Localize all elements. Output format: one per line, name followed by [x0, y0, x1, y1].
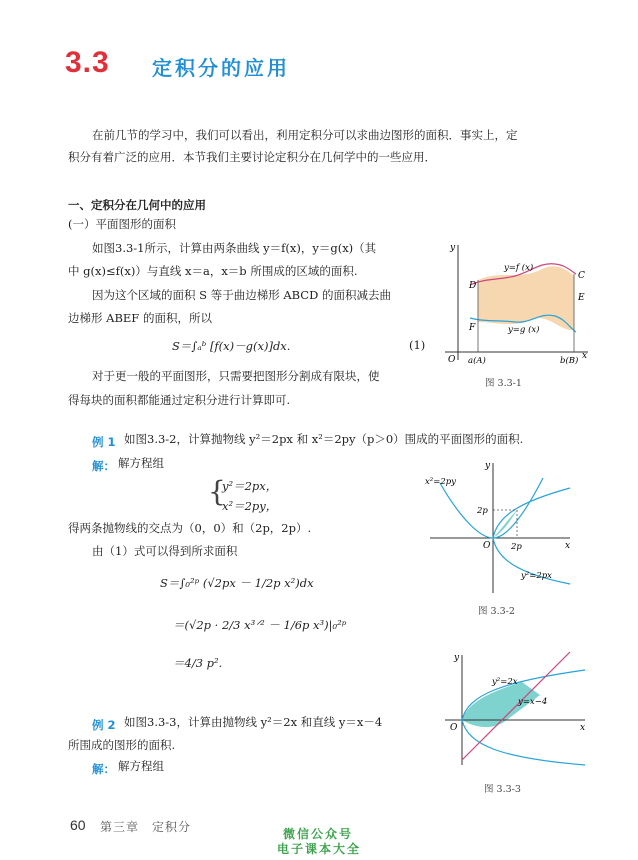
integral-line-2: ＝(√2p · 2/3 x³ᐟ² － 1/6p x³)|₀²ᵖ	[173, 618, 347, 632]
para1-line1: 如图3.3-1所示，计算由两条曲线 y＝f(x)，y＝g(x)（其	[92, 241, 377, 255]
fig1-label-origin: O	[448, 355, 456, 365]
example-1-solution-label: 解：	[92, 459, 115, 473]
intersection-text: 得两条抛物线的交点为（0，0）和（2p，2p）.	[68, 521, 312, 535]
fig1-label-f: y=f (x)	[504, 263, 534, 273]
fig1-label-a: a(A)	[468, 356, 486, 366]
fig2-caption: 图 3.3-2	[478, 606, 515, 617]
example-2-text-2: 所围成的图形的面积.	[68, 738, 176, 752]
fig2-label-2p-y: 2p	[477, 506, 488, 516]
fig1-label-E: E	[578, 293, 585, 303]
example-1-text: 如图3.3-2，计算抛物线 y²＝2px 和 x²＝2py（p＞0）围成的平面图形的面积.	[124, 432, 524, 446]
integral-line-3: ＝4/3 p².	[173, 656, 223, 670]
section-title: 定积分的应用	[152, 56, 290, 80]
fig3-label-parabola: y²=2x	[492, 677, 518, 687]
example-2-solution-label: 解：	[92, 762, 115, 776]
fig2-label-bottom: y²=2px	[521, 571, 552, 581]
fig1-caption: 图 3.3-1	[485, 378, 522, 389]
example-2-text: 如图3.3-3，计算由抛物线 y²＝2x 和直线 y＝x－4	[124, 715, 383, 729]
formula-1-tag: (1)	[409, 338, 426, 352]
figure-3-3-3	[440, 650, 590, 770]
para3-line2: 得每块的面积都能通过定积分进行计算即可.	[68, 393, 291, 407]
lens-fill	[493, 510, 517, 538]
example-1-label: 例 1	[92, 435, 116, 449]
example-2-label: 例 2	[92, 718, 116, 732]
example-2-solution-text: 解方程组	[118, 759, 164, 773]
para2-line1: 因为这个区域的面积 S 等于曲边梯形 ABCD 的面积减去曲	[92, 288, 391, 302]
para2-line2: 边梯形 ABEF 的面积，所以	[68, 311, 212, 325]
intro-line-2: 积分有着广泛的应用．本节我们主要讨论定积分在几何学中的一些应用．	[68, 150, 436, 164]
system-eq-1: y²＝2px，	[222, 479, 278, 493]
fig2-label-origin: O	[483, 541, 491, 551]
fig1-label-F: F	[469, 323, 476, 333]
page-number: 60	[70, 817, 86, 833]
intro-line-1: 在前几节的学习中，我们可以看出，利用定积分可以求曲边图形的面积．事实上，定	[92, 128, 518, 142]
heading-geometry: 一、定积分在几何中的应用	[68, 198, 206, 212]
parabola-y2	[493, 488, 570, 584]
figure-3-3-2	[425, 458, 575, 598]
fig1-label-D: D	[469, 281, 477, 291]
fig2-label-y: y	[485, 461, 491, 471]
para3-line1: 对于更一般的平面图形，只需要把图形分割成有限块，使	[92, 369, 380, 383]
fig3-caption: 图 3.3-3	[484, 784, 521, 795]
section-number: 3.3	[65, 46, 110, 79]
watermark-line-2: 电子课本大全	[277, 842, 362, 856]
fig2-label-2p-x: 2p	[511, 542, 522, 552]
subheading-area: (一）平面图形的面积	[68, 217, 176, 231]
from-formula-text: 由（1）式可以得到所求面积	[92, 544, 238, 558]
fig1-label-x: x	[582, 351, 588, 361]
fig3-label-y: y	[454, 653, 460, 663]
fig3-label-line: y=x−4	[518, 697, 548, 707]
formula-1: S＝∫ₐᵇ [f(x)－g(x)]dx.	[172, 339, 291, 353]
system-brace: {	[208, 475, 226, 508]
fig2-label-top: x²=2py	[425, 477, 456, 487]
fig1-label-C: C	[578, 271, 585, 281]
system-eq-2: x²＝2py，	[222, 499, 278, 513]
para1-line2: 中 g(x)≤f(x)）与直线 x＝a，x＝b 所围成的区域的面积.	[68, 264, 358, 278]
parabola-x2	[440, 478, 543, 538]
fig3-label-x: x	[580, 723, 586, 733]
example-1-solution-text: 解方程组	[118, 456, 164, 470]
fig2-label-x: x	[565, 541, 571, 551]
fig3-label-origin: O	[450, 723, 458, 733]
fig1-label-y: y	[450, 243, 456, 253]
figure-3-3-1	[440, 240, 590, 370]
integral-line-1: S＝∫₀²ᵖ (√2px － 1/2p x²)dx	[160, 576, 314, 590]
fig1-label-b: b(B)	[560, 356, 579, 366]
watermark-line-1: 微信公众号	[283, 827, 354, 841]
fig1-label-g: y=g (x)	[508, 325, 540, 335]
footer-chapter: 第三章 定积分	[100, 820, 192, 834]
